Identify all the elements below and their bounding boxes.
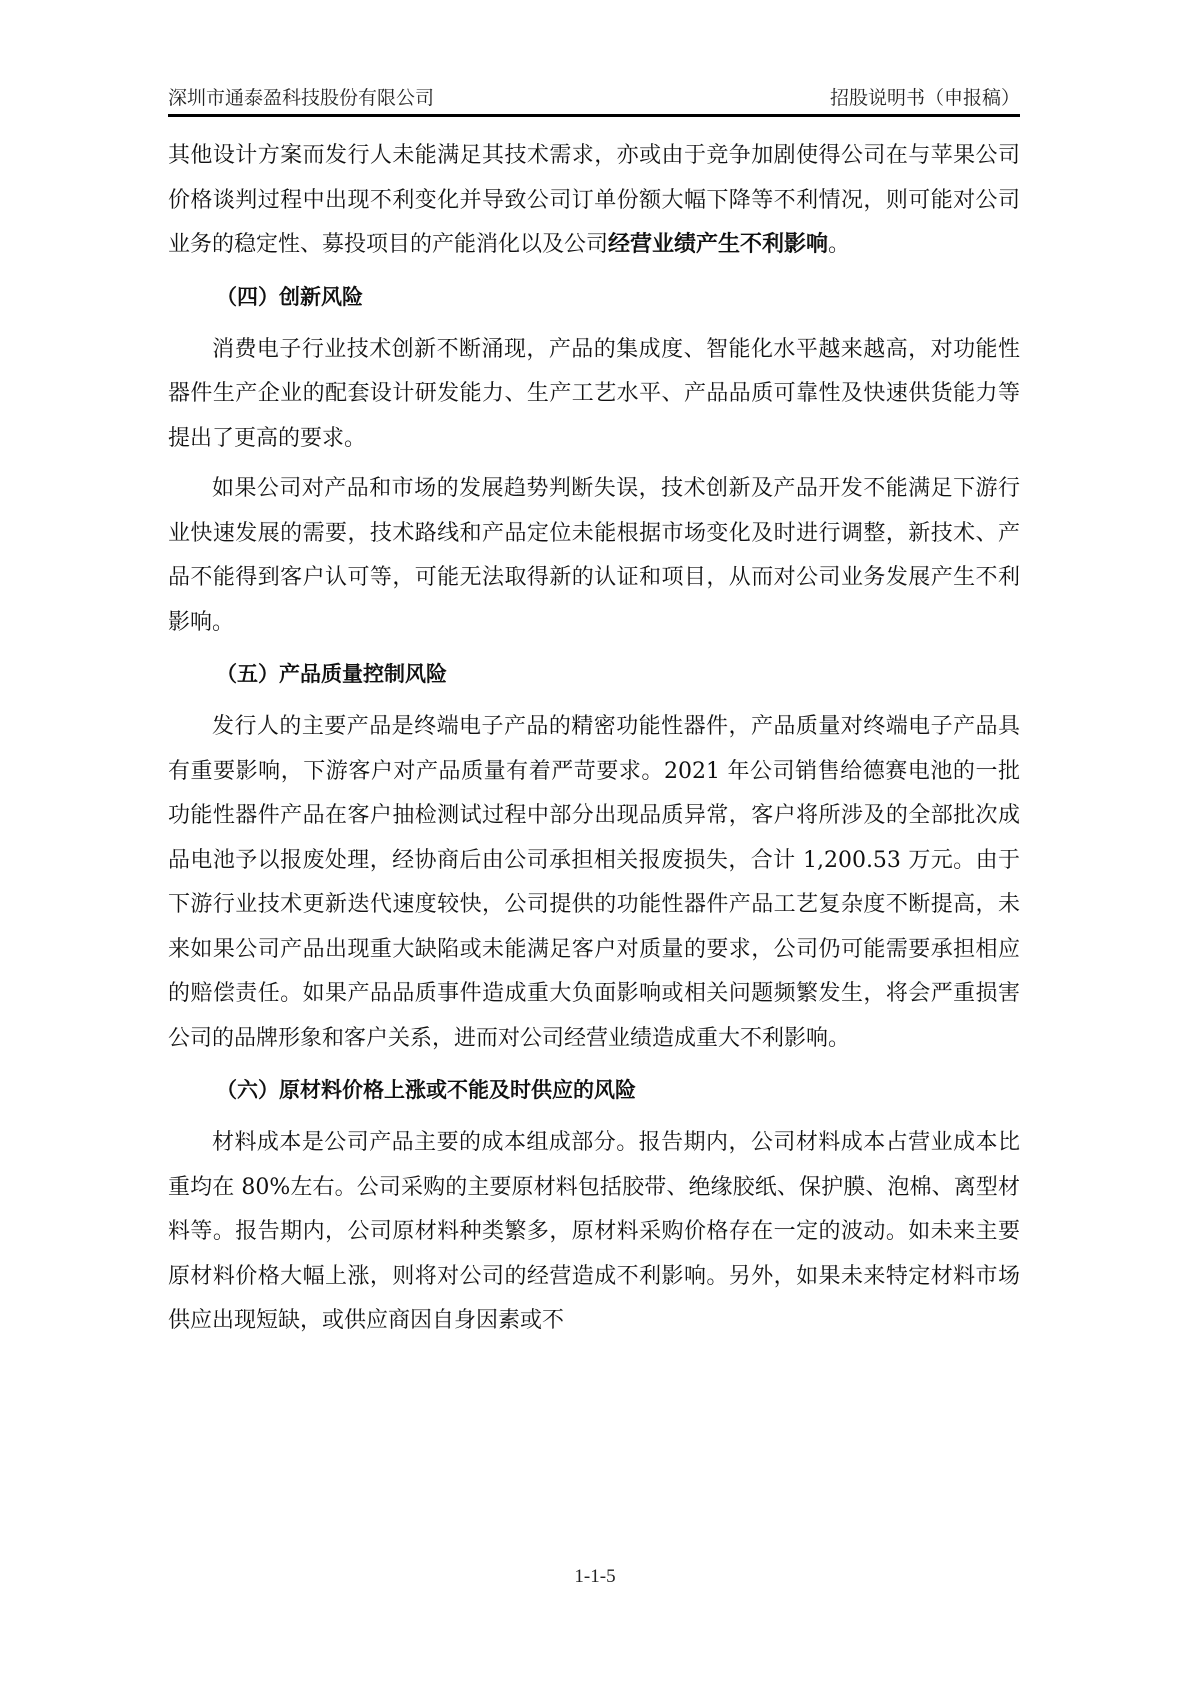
header-document-title: 招股说明书（申报稿）: [829, 87, 1020, 109]
section-paragraph: 发行人的主要产品是终端电子产品的精密功能性器件，产品质量对终端电子产品具有重要影响，下游客户对产品质量有着严苛要求。2021 年公司销售给德赛电池的一批功能性器件产品在客户抽检测试过程中部分出现品质异常，客户将所涉及的全部批次成品电池予以报废处理，经协商后由公司承担相关报废损失，合计 1,200.53 万元。由于下游行业技术更新迭代速度较快，公司提供的功能性器件产品工艺复杂度不断提高，未来如果公司产品出现重大缺陷或未能满足客户对质量的要求，公司仍可能需要承担相应的赔偿责任。如果产品品质事件造成重大负面影响或相关问题频繁发生，将会严重损害公司的品牌形象和客户关系，进而对公司经营业绩造成重大不利影响。: [168, 714, 1020, 1051]
intro-paragraph-tail: 。: [828, 232, 851, 257]
page-header: [168, 80, 1020, 117]
intro-paragraph-bold: 经营业绩产生不利影响: [608, 232, 829, 257]
intro-paragraph-text: 其他设计方案而发行人未能满足其技术需求，亦或由于竞争加剧使得公司在与苹果公司价格谈判过程中出现不利变化并导致公司订单份额大幅下降等不利情况，则可能对公司业务的稳定性、募投项目的产能消化以及公司: [168, 143, 1020, 257]
section-heading-quality-control-risk: （五）产品质量控制风险: [216, 662, 447, 686]
document-body: [168, 134, 1020, 1350]
intro-paragraph: [168, 134, 1020, 268]
section-heading-innovation-risk: （四）创新风险: [216, 284, 363, 309]
section-heading-raw-material-risk: （六）原材料价格上涨或不能及时供应的风险: [216, 1078, 636, 1102]
section-paragraph: 如果公司对产品和市场的发展趋势判断失误，技术创新及产品开发不能满足下游行业快速发展的需要，技术路线和产品定位未能根据市场变化及时进行调整，新技术、产品不能得到客户认可等，可能无法取得新的认证和项目，从而对公司业务发展产生不利影响。: [168, 476, 1020, 635]
header-company-name: 深圳市通泰盈科技股份有限公司: [168, 87, 435, 109]
page-number: 1-1-5: [574, 1566, 616, 1587]
section-paragraph: 材料成本是公司产品主要的成本组成部分。报告期内，公司材料成本占营业成本比重均在 80%左右。公司采购的主要原材料包括胶带、绝缘胶纸、保护膜、泡棉、离型材料等。报告期内，公司原材料种类繁多，原材料采购价格存在一定的波动。如未来主要原材料价格大幅上涨，则将对公司的经营造成不利影响。另外，如果未来特定材料市场供应出现短缺，或供应商因自身因素或不: [168, 1130, 1020, 1333]
section-paragraph: 消费电子行业技术创新不断涌现，产品的集成度、智能化水平越来越高，对功能性器件生产企业的配套设计研发能力、生产工艺水平、产品品质可靠性及快速供货能力等提出了更高的要求。: [168, 336, 1020, 451]
